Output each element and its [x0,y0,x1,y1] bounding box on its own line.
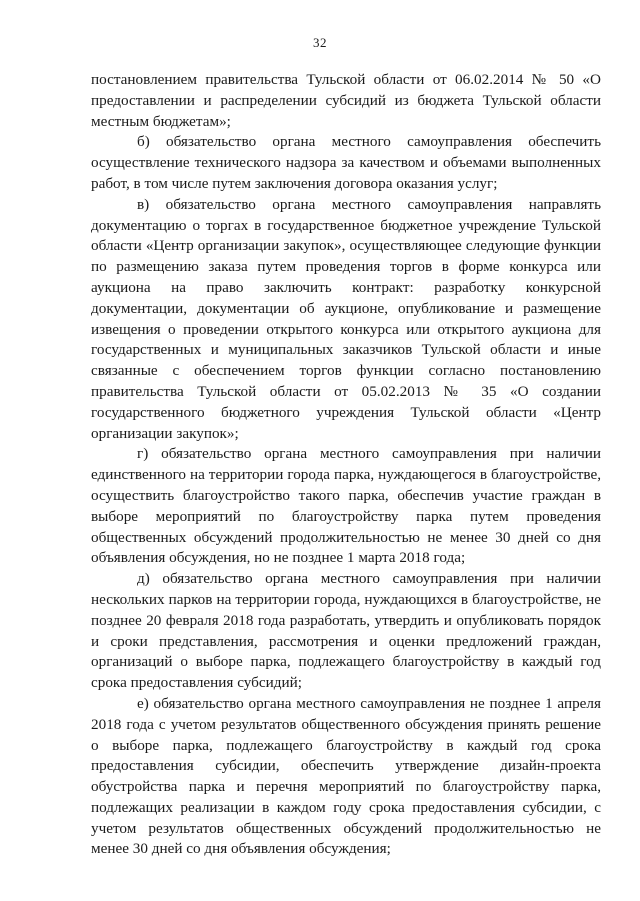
paragraph-item-v: в) обязательство органа местного самоуправления направлять документацию о торгах в государственное бюджетное учреждение Тульской области «Центр организации закупок», осуществляющее следующие функции по размещению заказа путем проведения торгов в форме конкурса или аукциона на право заключить контракт: разработку конкурсной документации, документации об аукционе, опубликование и размещение извещения о проведении открытого конкурса или открытого аукциона для государственных и муниципальных заказчиков Тульской области и иные связанные с обеспечением торгов функции согласно постановлению правительства Тульской области от 05.02.2013 № 35 «О создании государственного бюджетного учреждения Тульской области «Центр организации закупок»; [91,195,601,442]
paragraph-item-g: г) обязательство органа местного самоуправления при наличии единственного на территории города парка, нуждающегося в благоустройстве, осуществить благоустройство такого парка, обеспечив участие граждан в выборе мероприятий по благоустройству парка путем проведения общественных обсуждений продолжительностью не менее 30 дней со дня объявления обсуждения, но не позднее 1 марта 2018 года; [91,445,601,567]
paragraph-item-e: е) обязательство органа местного самоуправления не позднее 1 апреля 2018 года с учетом результатов общественного обсуждения принять решение о выборе парка, подлежащего благоустройству в каждый год срока предоставления субсидии, обеспечить утверждение дизайн-проекта обустройства парка и перечня мероприятий по благоустройству парка, подлежащих реализации в каждом году срока предоставления субсидии, с учетом результатов общественных обсуждений продолжительностью не менее 30 дней со дня объявления обсуждения; [91,694,601,858]
paragraph-continuation: постановлением правительства Тульской области от 06.02.2014 № 50 «О предоставлении и распределении субсидий из бюджета Тульской области местным бюджетам»; [91,71,601,130]
page-number: 32 [313,35,327,50]
paragraph-item-d: д) обязательство органа местного самоуправления при наличии нескольких парков на территории города, нуждающихся в благоустройстве, не позднее 20 февраля 2018 года разработать, утвердить и опубликовать порядок и сроки представления, рассмотрения и оценки предложений граждан, организаций о выборе парка, подлежащего благоустройству в каждый год срока предоставления субсидий; [91,570,601,692]
paragraph-item-b: б) обязательство органа местного самоуправления обеспечить осуществление технического надзора за качеством и объемами выполненных работ, в том числе путем заключения договора оказания услуг; [91,133,601,192]
document-body [91,70,601,860]
